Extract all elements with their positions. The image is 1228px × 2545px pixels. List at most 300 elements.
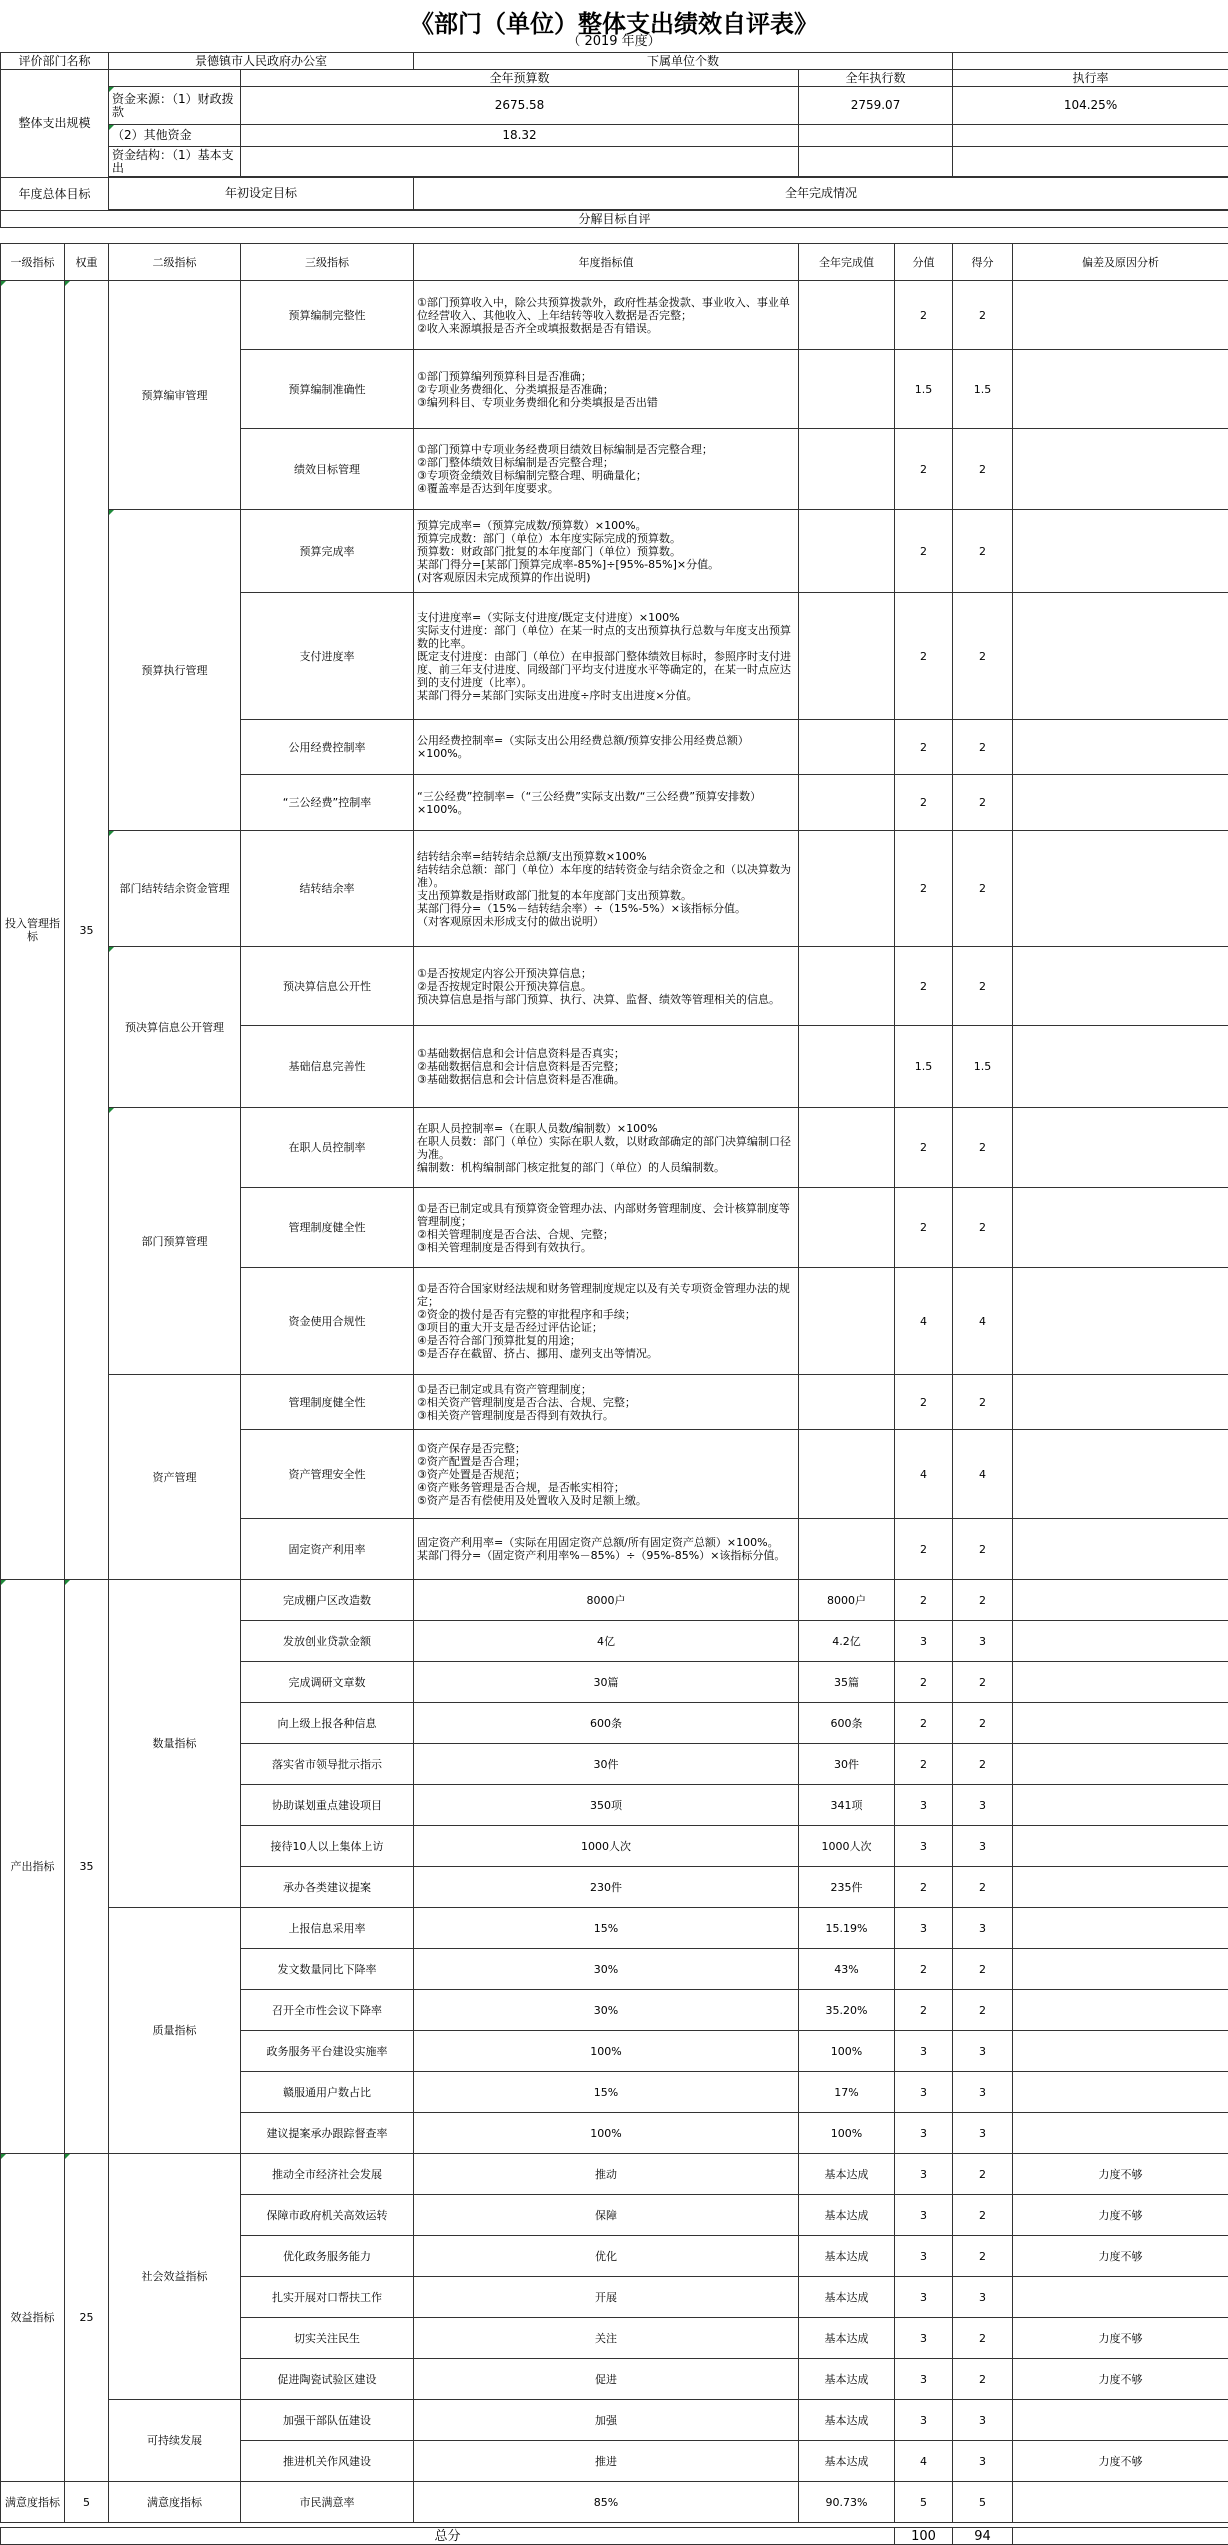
- page-title: 《部门（单位）整体支出绩效自评表》: [0, 4, 1228, 39]
- column-header-row: [1, 244, 1228, 281]
- score-cell: 2: [953, 720, 1013, 775]
- full-score-cell: 3: [895, 2154, 953, 2195]
- deviation-cell: 力度不够: [1013, 2441, 1228, 2482]
- indicator-cell: ①是否按规定内容公开预决算信息； ②是否按规定时限公开预决算信息。 预决算信息是指与部门预算、执行、决算、监督、绩效等管理相关的信息。: [414, 947, 799, 1026]
- full-score-cell: 2: [895, 1108, 953, 1188]
- completion-cell: 15.19%: [799, 1908, 895, 1949]
- completion-cell: [799, 947, 895, 1026]
- full-score-cell: 2: [895, 1375, 953, 1430]
- full-score-cell: 2: [895, 510, 953, 593]
- completion-cell: [799, 720, 895, 775]
- level3-cell: 预算编制完整性: [241, 281, 414, 350]
- full-score-cell: 3: [895, 2236, 953, 2277]
- indicator-cell: ①是否已制定或具有资产管理制度； ②相关资产管理制度是否合法、合规、完整； ③相关资产管理制度是否得到有效执行。: [414, 1375, 799, 1430]
- indicator-cell: 30篇: [414, 1662, 799, 1703]
- completion-cell: 基本达成: [799, 2277, 895, 2318]
- indicator-cell: 100%: [414, 2113, 799, 2154]
- deviation-cell: [1013, 1826, 1228, 1867]
- score-cell: 2: [953, 1580, 1013, 1621]
- completion-cell: [799, 593, 895, 720]
- score-cell: 2: [953, 1188, 1013, 1268]
- annual-completion-label: 全年完成情况: [414, 178, 1228, 210]
- full-score-cell: 3: [895, 2195, 953, 2236]
- indicator-cell: 在职人员控制率=（在职人员数/编制数）×100% 在职人员数：部门（单位）实际在职人数，以财政部确定的部门决算编制口径为准。 编制数：机构编制部门核定批复的部门（单位）的人员编制数。: [414, 1108, 799, 1188]
- level2-disclosure: 预决算信息公开管理: [109, 947, 241, 1108]
- score-cell: 2: [953, 2236, 1013, 2277]
- score-cell: 4: [953, 1268, 1013, 1375]
- indicator-cell: 350项: [414, 1785, 799, 1826]
- indicator-cell: 85%: [414, 2482, 799, 2523]
- indicator-cell: 8000户: [414, 1580, 799, 1621]
- deviation-cell: [1013, 831, 1228, 947]
- level3-cell: 切实关注民生: [241, 2318, 414, 2359]
- deviation-cell: [1013, 1908, 1228, 1949]
- annual-exec-label: 全年执行数: [799, 70, 953, 87]
- score-cell: 2: [953, 1662, 1013, 1703]
- deviation-cell: 力度不够: [1013, 2236, 1228, 2277]
- deviation-cell: [1013, 1703, 1228, 1744]
- completion-cell: [799, 831, 895, 947]
- level3-cell: 市民满意率: [241, 2482, 414, 2523]
- total-label: 总分: [1, 2528, 895, 2545]
- deviation-cell: [1013, 593, 1228, 720]
- indicator-cell: 230件: [414, 1867, 799, 1908]
- indicator-cell: ①是否符合国家财经法规和财务管理制度规定以及有关专项资金管理办法的规定； ②资金的拨付是否有完整的审批程序和手续； ③项目的重大开支是否经过评估论证； ④是否符合部门预算批复的用途； ⑤是否存在截留、挤占、挪用、虚列支出等情况。: [414, 1268, 799, 1375]
- level3-cell: 结转结余率: [241, 831, 414, 947]
- full-score-cell: 5: [895, 2482, 953, 2523]
- full-score-cell: 3: [895, 2400, 953, 2441]
- col-score-full: 分值: [895, 244, 953, 281]
- completion-cell: 100%: [799, 2031, 895, 2072]
- full-score-cell: 2: [895, 593, 953, 720]
- indicator-cell: 加强: [414, 2400, 799, 2441]
- score-cell: 2: [953, 1744, 1013, 1785]
- score-cell: 2: [953, 1703, 1013, 1744]
- level2-quality: 质量指标: [109, 1908, 241, 2154]
- report-year: （ 2019 年度）: [0, 30, 1228, 49]
- table-row: [1, 2154, 1228, 2195]
- score-cell: 4: [953, 1430, 1013, 1519]
- deviation-cell: [1013, 1621, 1228, 1662]
- level3-cell: 完成棚户区改造数: [241, 1580, 414, 1621]
- completion-cell: [799, 1268, 895, 1375]
- level3-cell: 推动全市经济社会发展: [241, 2154, 414, 2195]
- level3-cell: 推进机关作风建设: [241, 2441, 414, 2482]
- full-score-cell: 3: [895, 2277, 953, 2318]
- completion-cell: 基本达成: [799, 2359, 895, 2400]
- full-score-cell: 2: [895, 1990, 953, 2031]
- level3-cell: 上报信息采用率: [241, 1908, 414, 1949]
- table-row: [1, 2482, 1228, 2523]
- exec-rate-label: 执行率: [953, 70, 1228, 87]
- total-score: 94: [953, 2528, 1013, 2545]
- deviation-cell: [1013, 1188, 1228, 1268]
- full-score-cell: 3: [895, 1908, 953, 1949]
- score-cell: 2: [953, 775, 1013, 831]
- level2-budget-config: 预算编审管理: [109, 281, 241, 510]
- full-score-cell: 3: [895, 1785, 953, 1826]
- indicator-cell: 600条: [414, 1703, 799, 1744]
- full-score-cell: 1.5: [895, 1026, 953, 1108]
- indicator-cell: 保障: [414, 2195, 799, 2236]
- level1-satisfaction: 满意度指标: [1, 2482, 65, 2523]
- deviation-cell: [1013, 1949, 1228, 1990]
- level3-cell: 保障市政府机关高效运转: [241, 2195, 414, 2236]
- level3-cell: 预决算信息公开性: [241, 947, 414, 1026]
- deviation-cell: [1013, 1268, 1228, 1375]
- full-score-cell: 2: [895, 1519, 953, 1580]
- weight-input-mgmt: 35: [65, 281, 109, 1580]
- level2-quantity: 数量指标: [109, 1580, 241, 1908]
- deviation-cell: 力度不够: [1013, 2154, 1228, 2195]
- level3-cell: 公用经费控制率: [241, 720, 414, 775]
- spend-scale-label: 整体支出规模: [1, 70, 109, 178]
- score-cell: 2: [953, 1519, 1013, 1580]
- fund-struct-label: 资金结构：（1）基本支出: [109, 147, 241, 177]
- score-cell: 2: [953, 281, 1013, 350]
- indicator-cell: ①基础数据信息和会计信息资料是否真实； ②基础数据信息和会计信息资料是否完整； ③基础数据信息和会计信息资料是否准确。: [414, 1026, 799, 1108]
- score-cell: 5: [953, 2482, 1013, 2523]
- full-score-cell: 2: [895, 1949, 953, 1990]
- score-cell: 2: [953, 947, 1013, 1026]
- level1-benefit: 效益指标: [1, 2154, 65, 2482]
- full-score-cell: 2: [895, 831, 953, 947]
- col-weight: 权重: [65, 244, 109, 281]
- score-cell: 3: [953, 2441, 1013, 2482]
- deviation-cell: [1013, 1867, 1228, 1908]
- weight-benefit: 25: [65, 2154, 109, 2482]
- indicator-cell: 推进: [414, 2441, 799, 2482]
- score-cell: 2: [953, 510, 1013, 593]
- completion-cell: 基本达成: [799, 2154, 895, 2195]
- full-score-cell: 4: [895, 2441, 953, 2482]
- level2-budget-exec: 预算执行管理: [109, 510, 241, 831]
- deviation-cell: [1013, 720, 1228, 775]
- deviation-cell: [1013, 1108, 1228, 1188]
- level3-cell: 发文数量同比下降率: [241, 1949, 414, 1990]
- completion-cell: [799, 1519, 895, 1580]
- full-score-cell: 2: [895, 281, 953, 350]
- fund-source-1-label: 资金来源：（1）财政拨款: [109, 87, 241, 125]
- total-table: [0, 2527, 1228, 2545]
- total-full-score: 100: [895, 2528, 953, 2545]
- indicator-cell: 4亿: [414, 1621, 799, 1662]
- level3-cell: 促进陶瓷试验区建设: [241, 2359, 414, 2400]
- header-table: [0, 52, 1228, 228]
- level3-cell: 资金使用合规性: [241, 1268, 414, 1375]
- indicator-cell: ①部门预算中专项业务经费项目绩效目标编制是否完整合理； ②部门整体绩效目标编制是否完整合理； ③专项资金绩效目标编制完整合理、明确量化； ④覆盖率是否达到年度要求。: [414, 429, 799, 510]
- indicator-table: [0, 243, 1228, 2523]
- completion-cell: [799, 1026, 895, 1108]
- level3-cell: 建议提案承办跟踪督查率: [241, 2113, 414, 2154]
- table-row: [1, 1108, 1228, 1188]
- total-row: [1, 2528, 1228, 2545]
- table-row: [1, 1580, 1228, 1621]
- indicator-cell: 固定资产利用率=（实际在用固定资产总额/所有固定资产总额）×100%。 某部门得分=（固定资产利用率%－85%）÷（95%-85%）×该指标分值。: [414, 1519, 799, 1580]
- indicator-cell: 促进: [414, 2359, 799, 2400]
- eval-dept-value: 景德镇市人民政府办公室: [109, 53, 414, 70]
- deviation-cell: [1013, 1785, 1228, 1826]
- initial-target-label: 年初设定目标: [109, 178, 414, 210]
- level3-cell: “三公经费”控制率: [241, 775, 414, 831]
- deviation-cell: [1013, 281, 1228, 350]
- full-score-cell: 3: [895, 2031, 953, 2072]
- indicator-cell: 结转结余率=结转结余总额/支出预算数×100% 结转结余总额：部门（单位）本年度的结转资金与结余资金之和（以决算数为准）。 支出预算数是指财政部门批复的本年度部门支出预算数。 某部门得分=（15%－结转结余率）÷（15%-5%）×该指标分值。 （对客观原因未形成支付的做出说明）: [414, 831, 799, 947]
- level3-cell: 管理制度健全性: [241, 1188, 414, 1268]
- completion-cell: 600条: [799, 1703, 895, 1744]
- fund-source-1-exec: 2759.07: [799, 87, 953, 125]
- score-cell: 3: [953, 1785, 1013, 1826]
- sub-units-label: 下属单位个数: [414, 53, 953, 70]
- level2-dept-budget: 部门预算管理: [109, 1108, 241, 1375]
- fund-source-1-rate: 104.25%: [953, 87, 1228, 125]
- score-cell: 2: [953, 2318, 1013, 2359]
- indicator-cell: 推动: [414, 2154, 799, 2195]
- annual-budget-label: 全年预算数: [241, 70, 799, 87]
- deviation-cell: [1013, 1744, 1228, 1785]
- full-score-cell: 2: [895, 1580, 953, 1621]
- level3-cell: 在职人员控制率: [241, 1108, 414, 1188]
- col-indicator: 年度指标值: [414, 244, 799, 281]
- full-score-cell: 3: [895, 2359, 953, 2400]
- deviation-cell: 力度不够: [1013, 2359, 1228, 2400]
- deviation-cell: [1013, 2400, 1228, 2441]
- deviation-cell: [1013, 1375, 1228, 1430]
- completion-cell: [799, 1188, 895, 1268]
- indicator-cell: ①部门预算编列预算科目是否准确； ②专项业务费细化、分类填报是否准确； ③编列科目、专项业务费细化和分类填报是否出错: [414, 350, 799, 429]
- deviation-cell: 力度不够: [1013, 2195, 1228, 2236]
- full-score-cell: 3: [895, 2113, 953, 2154]
- score-cell: 3: [953, 2400, 1013, 2441]
- score-cell: 2: [953, 2154, 1013, 2195]
- score-cell: 3: [953, 1908, 1013, 1949]
- completion-cell: [799, 1375, 895, 1430]
- score-cell: 3: [953, 2031, 1013, 2072]
- deviation-cell: [1013, 429, 1228, 510]
- level3-cell: 绩效目标管理: [241, 429, 414, 510]
- deviation-cell: [1013, 1580, 1228, 1621]
- indicator-cell: “三公经费”控制率=（“三公经费”实际支出数/“三公经费”预算安排数）×100%。: [414, 775, 799, 831]
- completion-cell: [799, 429, 895, 510]
- col-level2: 二级指标: [109, 244, 241, 281]
- completion-cell: 35篇: [799, 1662, 895, 1703]
- col-level1: 一级指标: [1, 244, 65, 281]
- table-row: [1, 947, 1228, 1026]
- full-score-cell: 1.5: [895, 350, 953, 429]
- level3-cell: 加强干部队伍建设: [241, 2400, 414, 2441]
- decomposed-label: 分解目标自评: [1, 211, 1228, 228]
- level3-cell: 赣服通用户数占比: [241, 2072, 414, 2113]
- completion-cell: 基本达成: [799, 2195, 895, 2236]
- completion-cell: 1000人次: [799, 1826, 895, 1867]
- indicator-cell: 关注: [414, 2318, 799, 2359]
- deviation-cell: [1013, 1430, 1228, 1519]
- level3-cell: 落实省市领导批示指示: [241, 1744, 414, 1785]
- level3-cell: 支付进度率: [241, 593, 414, 720]
- full-score-cell: 4: [895, 1430, 953, 1519]
- table-row: [1, 510, 1228, 593]
- level3-cell: 完成调研文章数: [241, 1662, 414, 1703]
- completion-cell: [799, 1108, 895, 1188]
- score-cell: 2: [953, 2359, 1013, 2400]
- sub-units-value: [953, 53, 1228, 70]
- deviation-cell: [1013, 2277, 1228, 2318]
- completion-cell: [799, 1430, 895, 1519]
- col-deviation: 偏差及原因分析: [1013, 244, 1228, 281]
- indicator-cell: ①是否已制定或具有预算资金管理办法、内部财务管理制度、会计核算制度等管理制度； ②相关管理制度是否合法、合规、完整； ③相关管理制度是否得到有效执行。: [414, 1188, 799, 1268]
- indicator-cell: 30%: [414, 1990, 799, 2031]
- fund-source-2-budget: 18.32: [241, 125, 799, 147]
- score-cell: 2: [953, 1108, 1013, 1188]
- col-score: 得分: [953, 244, 1013, 281]
- level1-input-mgmt: 投入管理指标: [1, 281, 65, 1580]
- full-score-cell: 3: [895, 2072, 953, 2113]
- indicator-cell: 30%: [414, 1949, 799, 1990]
- completion-cell: 8000户: [799, 1580, 895, 1621]
- deviation-cell: [1013, 1662, 1228, 1703]
- score-cell: 1.5: [953, 350, 1013, 429]
- table-row: [1, 1908, 1228, 1949]
- table-row: [1, 1375, 1228, 1430]
- completion-cell: 17%: [799, 2072, 895, 2113]
- full-score-cell: 2: [895, 1188, 953, 1268]
- completion-cell: 90.73%: [799, 2482, 895, 2523]
- full-score-cell: 3: [895, 1826, 953, 1867]
- table-row: [1, 831, 1228, 947]
- indicator-cell: 开展: [414, 2277, 799, 2318]
- full-score-cell: 2: [895, 775, 953, 831]
- full-score-cell: 2: [895, 1662, 953, 1703]
- completion-cell: [799, 775, 895, 831]
- score-cell: 3: [953, 2277, 1013, 2318]
- score-cell: 2: [953, 2195, 1013, 2236]
- full-score-cell: 2: [895, 947, 953, 1026]
- score-cell: 2: [953, 593, 1013, 720]
- full-score-cell: 4: [895, 1268, 953, 1375]
- deviation-cell: [1013, 775, 1228, 831]
- deviation-cell: [1013, 1990, 1228, 2031]
- table-row: [1, 281, 1228, 350]
- indicator-cell: 支付进度率=（实际支付进度/既定支付进度）×100% 实际支付进度：部门（单位）在某一时点的支出预算执行总数与年度支出预算数的比率。 既定支付进度：由部门（单位）在申报部门整体绩效目标时，参照序时支付进度、前三年支付进度、同级部门平均支付进度水平等确定的，在某一时点应达到的支付进度（比率）。 某部门得分=某部门实际支出进度÷序时支出进度×分值。: [414, 593, 799, 720]
- score-cell: 2: [953, 1867, 1013, 1908]
- deviation-cell: [1013, 2031, 1228, 2072]
- completion-cell: 341项: [799, 1785, 895, 1826]
- indicator-cell: 30件: [414, 1744, 799, 1785]
- score-cell: 3: [953, 2113, 1013, 2154]
- completion-cell: 100%: [799, 2113, 895, 2154]
- deviation-cell: [1013, 510, 1228, 593]
- level3-cell: 政务服务平台建设实施率: [241, 2031, 414, 2072]
- indicator-cell: 15%: [414, 1908, 799, 1949]
- indicator-cell: 公用经费控制率=（实际支出公用经费总额/预算安排公用经费总额）×100%。: [414, 720, 799, 775]
- completion-cell: [799, 510, 895, 593]
- full-score-cell: 3: [895, 2318, 953, 2359]
- level3-cell: 向上级上报各种信息: [241, 1703, 414, 1744]
- full-score-cell: 2: [895, 720, 953, 775]
- score-cell: 3: [953, 2072, 1013, 2113]
- full-score-cell: 2: [895, 429, 953, 510]
- indicator-cell: 优化: [414, 2236, 799, 2277]
- score-cell: 2: [953, 1949, 1013, 1990]
- score-cell: 1.5: [953, 1026, 1013, 1108]
- level2-sustain: 可持续发展: [109, 2400, 241, 2482]
- col-level3: 三级指标: [241, 244, 414, 281]
- deviation-cell: [1013, 2113, 1228, 2154]
- full-score-cell: 2: [895, 1744, 953, 1785]
- score-cell: 2: [953, 1990, 1013, 2031]
- level3-cell: 接待10人以上集体上访: [241, 1826, 414, 1867]
- deviation-cell: [1013, 2482, 1228, 2523]
- completion-cell: 30件: [799, 1744, 895, 1785]
- col-completion: 全年完成值: [799, 244, 895, 281]
- level3-cell: 基础信息完善性: [241, 1026, 414, 1108]
- full-score-cell: 2: [895, 1867, 953, 1908]
- score-cell: 2: [953, 1375, 1013, 1430]
- deviation-cell: 力度不够: [1013, 2318, 1228, 2359]
- indicator-cell: ①资产保存是否完整； ②资产配置是否合理； ③资产处置是否规范； ④资产账务管理是否合规，是否帐实相符； ⑤资产是否有偿使用及处置收入及时足额上缴。: [414, 1430, 799, 1519]
- level2-assets: 资产管理: [109, 1375, 241, 1580]
- completion-cell: 基本达成: [799, 2236, 895, 2277]
- level3-cell: 预算完成率: [241, 510, 414, 593]
- level2-carryover: 部门结转结余资金管理: [109, 831, 241, 947]
- level3-cell: 扎实开展对口帮扶工作: [241, 2277, 414, 2318]
- completion-cell: 基本达成: [799, 2400, 895, 2441]
- level2-satisfaction: 满意度指标: [109, 2482, 241, 2523]
- level3-cell: 固定资产利用率: [241, 1519, 414, 1580]
- deviation-cell: [1013, 947, 1228, 1026]
- level3-cell: 优化政务服务能力: [241, 2236, 414, 2277]
- level1-output: 产出指标: [1, 1580, 65, 2154]
- level3-cell: 召开全市性会议下降率: [241, 1990, 414, 2031]
- level2-social: 社会效益指标: [109, 2154, 241, 2400]
- completion-cell: [799, 281, 895, 350]
- full-score-cell: 3: [895, 1621, 953, 1662]
- weight-output: 35: [65, 1580, 109, 2154]
- level3-cell: 管理制度健全性: [241, 1375, 414, 1430]
- indicator-cell: ①部门预算收入中，除公共预算拨款外，政府性基金拨款、事业收入、事业单位经营收入、其他收入、上年结转等收入数据是否完整； ②收入来源填报是否齐全或填报数据是否有错误。: [414, 281, 799, 350]
- indicator-cell: 100%: [414, 2031, 799, 2072]
- completion-cell: 基本达成: [799, 2441, 895, 2482]
- indicator-cell: 15%: [414, 2072, 799, 2113]
- weight-satisfaction: 5: [65, 2482, 109, 2523]
- level3-cell: 预算编制准确性: [241, 350, 414, 429]
- fund-source-2-label: （2）其他资金: [109, 125, 241, 147]
- table-row: [1, 2400, 1228, 2441]
- deviation-cell: [1013, 1026, 1228, 1108]
- year-target-label: 年度总体目标: [1, 178, 109, 211]
- deviation-cell: [1013, 1519, 1228, 1580]
- fund-source-1-budget: 2675.58: [241, 87, 799, 125]
- completion-cell: [799, 350, 895, 429]
- completion-cell: 基本达成: [799, 2318, 895, 2359]
- completion-cell: 35.20%: [799, 1990, 895, 2031]
- indicator-cell: 预算完成率=（预算完成数/预算数）×100%。 预算完成数：部门（单位）本年度实际完成的预算数。 预算数：财政部门批复的本年度部门（单位）预算数。 某部门得分=[某部门预算完成率-85%]÷[95%-85%]×分值。 (对客观原因未完成预算的作出说明): [414, 510, 799, 593]
- completion-cell: 43%: [799, 1949, 895, 1990]
- completion-cell: 235件: [799, 1867, 895, 1908]
- eval-dept-label: 评价部门名称: [1, 53, 109, 70]
- level3-cell: 承办各类建议提案: [241, 1867, 414, 1908]
- completion-cell: 4.2亿: [799, 1621, 895, 1662]
- full-score-cell: 2: [895, 1703, 953, 1744]
- level3-cell: 资产管理安全性: [241, 1430, 414, 1519]
- deviation-cell: [1013, 2072, 1228, 2113]
- score-cell: 3: [953, 1826, 1013, 1867]
- score-cell: 2: [953, 831, 1013, 947]
- deviation-cell: [1013, 350, 1228, 429]
- level3-cell: 发放创业贷款金额: [241, 1621, 414, 1662]
- indicator-cell: 1000人次: [414, 1826, 799, 1867]
- score-cell: 2: [953, 429, 1013, 510]
